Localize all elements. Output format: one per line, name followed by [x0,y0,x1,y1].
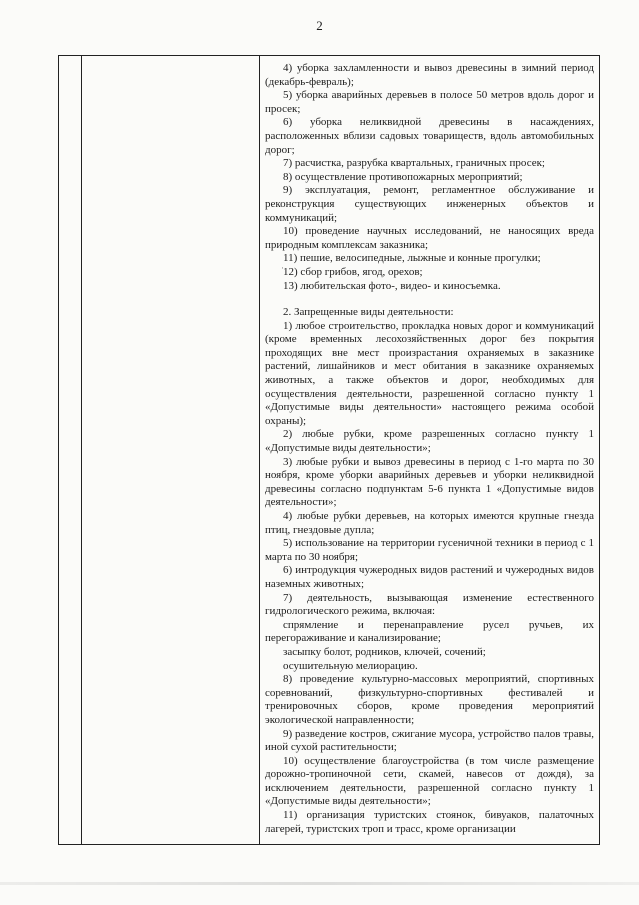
prohibited-item-11: 11) организация туристских стоянок, бивуаков, палаточных лагерей, туристских троп и трасс, кроме организации [265,809,594,835]
prohibited-section-heading: 2. Запрещенные виды деятельности: [283,306,454,319]
prohibited-item-3: 3) любые рубки и вывоз древесины в период с 1-го марта по 30 ноября, кроме уборки аварийных деревьев и уборки неликвидной древесины согласно подпунктам 5-6 пункта 1 «Допустимые видов деятельности»; [265,455,594,509]
column-divider-1 [81,56,82,844]
permitted-item-10: 10) проведение научных исследований, не наносящих вреда природным комплексам заказника; [265,225,594,251]
permitted-item-7: 7) расчистка, разрубка квартальных, граничных просек; [283,157,545,170]
prohibited-item-7-sub-1: спрямление и перенаправление русел ручьев, их перегораживание и канализирование; [265,618,594,645]
prohibited-item-6: 6) интродукция чужеродных видов растений и чужеродных видов наземных животных; [265,564,594,590]
prohibited-item-10: 10) осуществление благоустройства (в том числе размещение дорожно-тропиночной сети, скамей, навесов от дождя), за исключением деятельности, разрешенной согласно пункту 1 «Допустимые виды деятельности»; [265,754,594,808]
permitted-item-11: 11) пешие, велосипедные, лыжные и конные прогулки; [283,252,541,265]
regime-table [58,55,600,845]
prohibited-item-7-sub-2: засыпку болот, родников, ключей, сочений; [283,645,486,658]
regime-text-cell [265,62,594,836]
prohibited-item-4: 4) любые рубки деревьев, на которых имеются крупные гнезда птиц, гнездовые дупла; [265,510,594,536]
prohibited-item-7: 7) деятельность, вызывающая изменение естественного гидрологического режима, включая: [265,591,594,618]
scan-edge-artifact [0,882,639,885]
permitted-item-12: 12) сбор грибов, ягод, орехов; [283,265,423,278]
permitted-item-9: 9) эксплуатация, ремонт, регламентное обслуживание и реконструкция существующих инженерных объектов и коммуникаций; [265,184,594,224]
scan-speck: · [281,263,284,273]
prohibited-item-2: 2) любые рубки, кроме разрешенных согласно пункту 1 «Допустимые виды деятельности»; [265,428,594,455]
permitted-item-4: 4) уборка захламленности и вывоз древесины в зимний период (декабрь-февраль); [265,62,594,88]
prohibited-item-1: 1) любое строительство, прокладка новых дорог и коммуникаций (кроме временных лесохозяйственных дорог без покрытия проходящих вне мест произрастания охраняемых в заказнике растений, лишайников и мест обитания в заказнике охраняемых животных, а также объектов и дорог, необходимых для осуществления деятельности, разрешенной согласно пункту 1 «Допустимые виды деятельности» настоящего режима особой охраны); [265,319,594,427]
permitted-item-6: 6) уборка неликвидной древесины в насаждениях, расположенных вблизи садовых товариществ, вдоль автомобильных дорог; [265,116,594,156]
permitted-item-8: 8) осуществление противопожарных мероприятий; [283,170,523,183]
page-number: 2 [316,18,323,33]
prohibited-item-8: 8) проведение культурно-массовых мероприятий, спортивных соревнований, физкультурно-спортивных фестивалей и тренировочных сборов, кроме проведения мероприятий экологической направленности; [265,673,594,726]
prohibited-item-7-sub-3: осушительную мелиорацию. [283,659,418,672]
column-divider-2 [259,56,260,844]
permitted-item-13: 13) любительская фото-, видео- и киносъемка. [283,279,501,292]
permitted-item-5: 5) уборка аварийных деревьев в полосе 50 метров вдоль дорог и просек; [265,89,594,115]
prohibited-item-9: 9) разведение костров, сжигание мусора, устройство палов травы, иной сухой растительности; [265,727,594,754]
prohibited-item-5: 5) использование на территории гусеничной техники в период с 1 марта по 30 ноября; [265,537,594,563]
